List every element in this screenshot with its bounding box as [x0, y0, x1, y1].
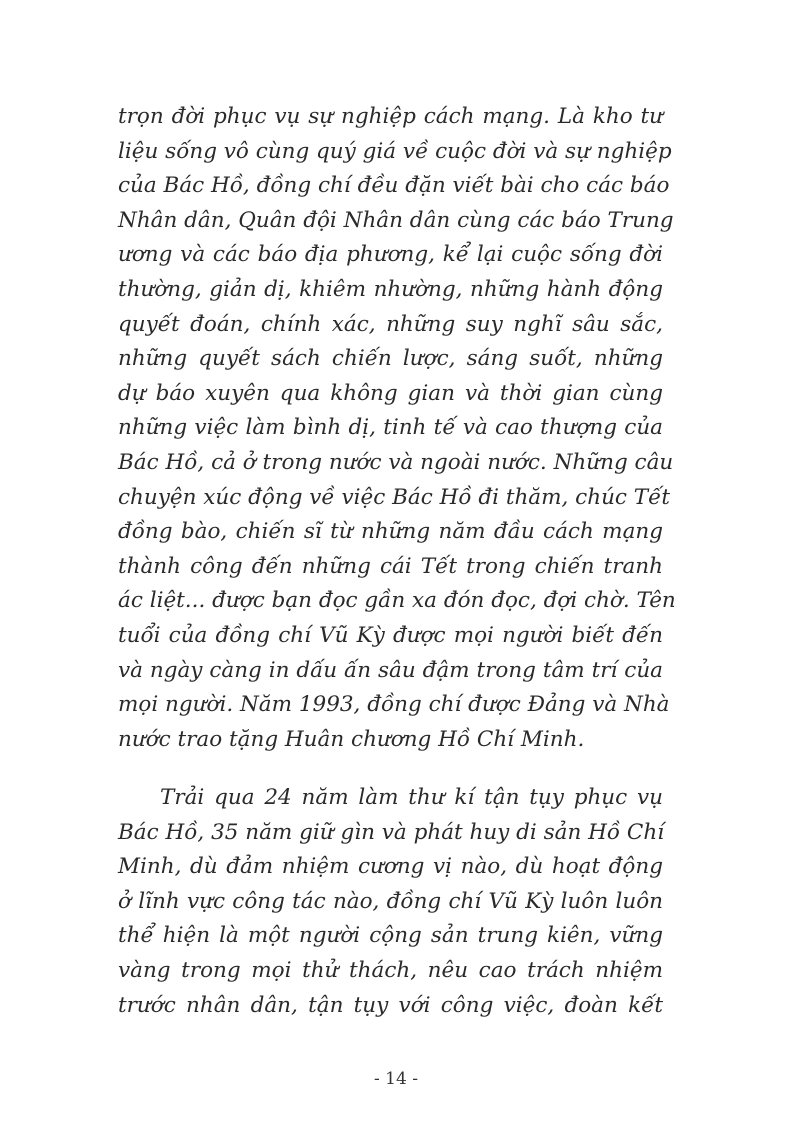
text-line: thành công đến những cái Tết trong chiến tranh	[118, 553, 663, 579]
text-line: tuổi của đồng chí Vũ Kỳ được mọi người biết đến	[118, 622, 663, 648]
text-line: của Bác Hồ, đồng chí đều đặn viết bài cho các báo	[118, 173, 670, 199]
text-line: mọi người. Năm 1993, đồng chí được Đảng và Nhà	[118, 692, 670, 718]
text-line: Minh, dù đảm nhiệm cương vị nào, dù hoạt động	[118, 854, 663, 880]
text-line: đồng bào, chiến sĩ từ những năm đầu cách mạng	[118, 519, 663, 545]
text-line: những quyết sách chiến lược, sáng suốt, những	[118, 346, 663, 372]
text-line: và ngày càng in dấu ấn sâu đậm trong tâm trí của	[118, 657, 663, 683]
text-line: dự báo xuyên qua không gian và thời gian cùng	[118, 380, 663, 406]
page-number: - 14 -	[374, 1069, 418, 1089]
text-line: thường, giản dị, khiêm nhường, những hành động	[118, 276, 663, 302]
text-line: trước nhân dân, tận tụy với công việc, đoàn kết	[118, 992, 663, 1018]
text-line: trọn đời phục vụ sự nghiệp cách mạng. Là kho tư	[118, 104, 663, 129]
paragraph-2	[118, 781, 663, 1023]
text-line: Bác Hồ, 35 năm giữ gìn và phát huy di sản Hồ Chí	[118, 819, 665, 845]
text-line: Bác Hồ, cả ở trong nước và ngoài nước. Những câu	[118, 449, 674, 475]
text-line: ở lĩnh vực công tác nào, đồng chí Vũ Kỳ luôn luôn	[118, 888, 663, 914]
text-line: liệu sống vô cùng quý giá về cuộc đời và sự nghiệp	[118, 138, 672, 164]
paragraph-1	[118, 100, 676, 757]
text-line: quyết đoán, chính xác, những suy nghĩ sâu sắc,	[118, 311, 663, 337]
text-line: những việc làm bình dị, tinh tế và cao thượng của	[118, 415, 663, 441]
text-line: thể hiện là một người cộng sản trung kiên, vững	[118, 923, 663, 949]
text-line: nước trao tặng Huân chương Hồ Chí Minh.	[118, 726, 585, 752]
text-line: ác liệt... được bạn đọc gần xa đón đọc, đợi chờ. Tên	[118, 588, 676, 614]
text-line: Trải qua 24 năm làm thư kí tận tụy phục vụ	[160, 785, 663, 810]
text-line: vàng trong mọi thử thách, nêu cao trách nhiệm	[118, 957, 663, 983]
text-line: chuyện xúc động về việc Bác Hồ đi thăm, chúc Tết	[118, 484, 670, 510]
text-line: ương và các báo địa phương, kể lại cuộc sống đời	[118, 242, 663, 268]
text-line: Nhân dân, Quân đội Nhân dân cùng các báo Trung	[118, 207, 674, 233]
